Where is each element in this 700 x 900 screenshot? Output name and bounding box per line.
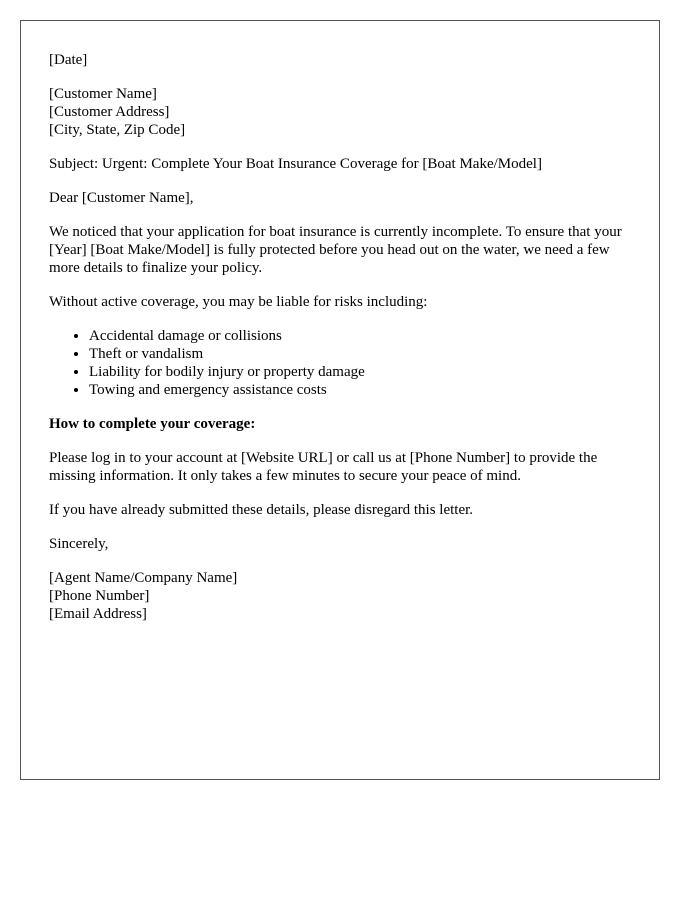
recipient-address: [Customer Address]	[49, 104, 170, 120]
letter	[20, 20, 660, 780]
closing: Sincerely,	[49, 536, 109, 552]
list-item: • Accidental damage or collisions	[89, 327, 631, 345]
recipient-name: [Customer Name]	[49, 86, 157, 102]
risks-intro: Without active coverage, you may be liable for risks including:	[49, 294, 428, 310]
salutation: Dear [Customer Name],	[49, 190, 194, 206]
recipient-address-block	[49, 85, 631, 139]
subject-line: Subject: Urgent: Complete Your Boat Insurance Coverage for [Boat Make/Model]	[49, 156, 542, 172]
list-item: • Towing and emergency assistance costs	[89, 381, 631, 399]
disregard-paragraph: If you have already submitted these details, please disregard this letter.	[49, 502, 474, 518]
signature-email: [Email Address]	[49, 606, 147, 622]
risk-list	[49, 327, 631, 399]
list-item: • Theft or vandalism	[89, 345, 631, 363]
how-to-heading: How to complete your coverage:	[49, 416, 256, 432]
list-item: • Liability for bodily injury or property damage	[89, 363, 631, 381]
recipient-city-state-zip: [City, State, Zip Code]	[49, 122, 186, 138]
date: [Date]	[49, 52, 88, 68]
signature-block	[49, 569, 631, 623]
intro-paragraph: We noticed that your application for boat insurance is currently incomplete. To ensure that your [Year] [Boat Make/Model] is fully protected before you head out on the water, we need a few more details to finalize your policy.	[49, 224, 622, 276]
instructions-paragraph: Please log in to your account at [Website URL] or call us at [Phone Number] to provide the missing information. It only takes a few minutes to secure your peace of mind.	[49, 450, 598, 484]
signature-agent: [Agent Name/Company Name]	[49, 570, 238, 586]
signature-phone: [Phone Number]	[49, 588, 150, 604]
date-line	[49, 51, 631, 69]
